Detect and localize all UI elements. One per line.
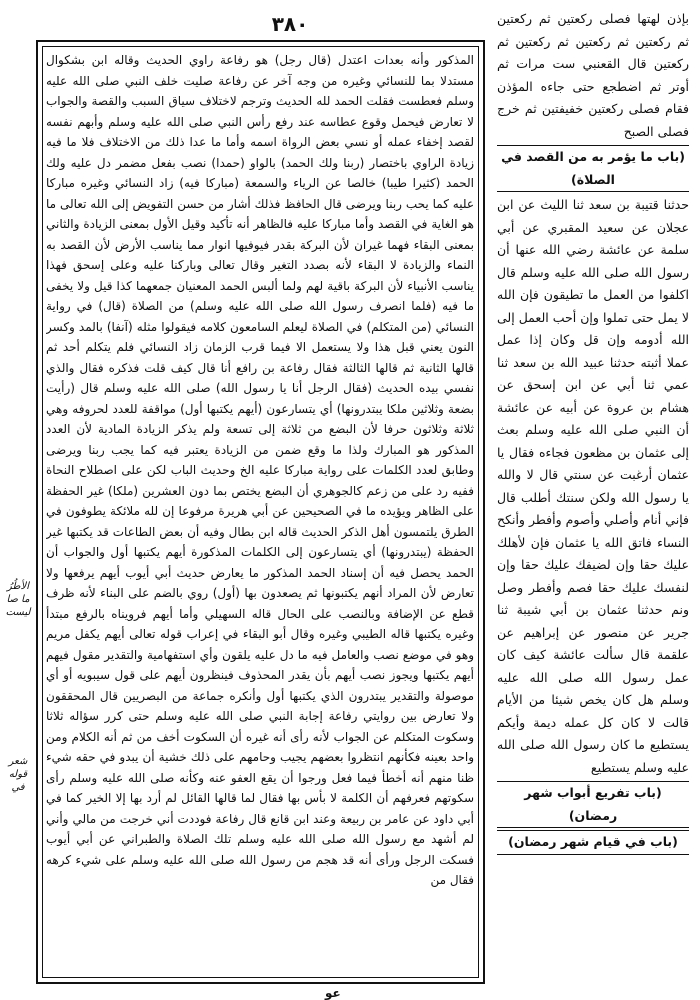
main-text-column (497, 8, 689, 988)
main-paragraph: حدثنا قتيبة بن سعد ثنا الليث عن ابن عجلان عن سعيد المقبري عن أبي سلمة عن عائشة رضي الله عنها أن رسول الله صلى الله عليه وسلم قال اكلفوا من العمل ما تطيقون فإن الله لا يمل حتى تملوا وإن أحب العمل إلى الله أدومه وإن قل وكان إذا عمل عملا أثبته حدثنا عبيد الله بن سعد ثنا عمي ثنا أبي عن ابن إسحق عن هشام بن عروة عن أبيه عن عائشة أن النبي صلى الله عليه وسلم بعث إلى عثمان بن مظعون فجاءه فقال يا عثمان أرغبت عن سنتي قال لا والله يا رسول الله ولكن سنتك أطلب قال فإني أنام وأصلي وأصوم وأفطر وأنكح النساء فاتق الله يا عثمان فإن لأهلك عليك حقا وإن لضيفك عليك حقا وإن لنفسك عليك حقا فصم وأفطر وصل ونم حدثنا عثمان بن أبي شيبة ثنا جرير عن منصور عن إبراهيم عن علقمة قال سألت عائشة كيف كان عمل رسول الله صلى الله عليه وسلم هل كان يخص شيئا من الأيام قالت لا كان كل عمله ديمة وأيكم يستطيع ما كان رسول الله صلى الله عليه وسلم يستطيع (497, 197, 689, 775)
chapter-heading: (باب ما يؤمر به من القصد في الصلاة) (497, 145, 689, 192)
commentary-paragraph: المذكور وأنه بعدات اعتدل (قال رجل) هو رفاعة راوي الحديث وقاله ابن بشكوال مستدلا بما للنسائي وغيره من وجه آخر عن رفاعة صليت خلف النبي صلى الله عليه وسلم فعطست فقلت الحمد لله الحديث وترجم لاختلاف سياق السبب والقصة والجواب لا تعارض فيحمل وقوع عطاسه عند رفع رأس النبي صلى الله عليه وسلم وأبهم نفسه لقصد إخفاء عمله أو نسي بعض الرواة اسمه وأما ما عدا ذلك من الاختلاف فلا ما فيه زيادة الراوي باختصار (ربنا ولك الحمد) بالواو (حمدا) نصب بفعل مضمر دل عليه ولك الحمد (كثيرا طيبا) خالصا عن الرياء والسمعة (مباركا فيه) زاد النسائي وغيره مباركا عليه كما يحب ربنا ويرضى قال الحافظ فذلك أشار من حسن التفويض إلى الله تعالى ما هو الغاية في القصد وأما مباركا عليه فالظاهر أنه تأكيد وقيل الأول بمعنى الزيادة والثاني بمعنى البقاء فهما غيران لأن البركة بقدر فيوفيها انوار مما يناسب الأرض لأن القصد به النماء والزيادة لا البقاء لأنه بصدد التغير وقال تعالى وباركنا عليه وعلى إسحق فهذا يناسب الأنبياء لأن البركة باقية لهم ولما ألبس الحمد المعنيان جمعهما كذا قيل ولا يخفى ما فيه (فلما انصرف رسول الله صلى الله عليه وسلم) من الصلاة (قال) في رواية النسائي (من المتكلم) في الصلاة ليعلم السامعون كلامه فيقولوا مثله (آنفا) بالمد وكسر النون يعني قبل هذا ولا يستعمل الا فيما قرب الزمان زاد النسائي فلم يتكلم أحد ثم قالها الثانية ثم قالها الثالثة فقال رفاعة بن رافع أنا قال كيف قلت فذكره فقال والذي نفسي بيده الحديث (فقال الرجل أنا يا رسول الله) صلى الله عليه وسلم قال (رأيت بضعة وثلاثين ملكا يبتدرونها) أي يتسارعون (أيهم يكتبها أول) مواقفة للعدد لحروفه وهي ثلاثة وثلاثون حرفا لأن البضع من ثلاثة إلى تسعة ولم يذكر الزيادة المادية لأن العدد المذكور هو المبارك ولذا ما وقع ضمن من الزيادة يعتبر فيه كما يجب ربنا ويرضى وطابق لعدد الكلمات على رواية مباركا عليه الخ وحديث الباب لكن على اصطلاح النحاة ففيه رد على من زعم كالجوهري أن البضع يختص بما دون العشرين (ملكا) غير الحفظة على الظاهر ويؤيده ما في الصحيحين عن أبي هريرة مرفوعا إن لله ملائكة يطوفون في الطرق يلتمسون أهل الذكر الحديث قاله ابن بطال وفيه أن بعض الطاعات قد يكتبها غير الحفظة (يبتدرونها) أي يتسارعون إلى الكلمات المذكورة أيهم يكتبها أول والجواب أن الحمد يحصل فيه أن إسناد الحمد المذكور ما يعارض حديث أبي أيوب أيهم يرفعها ولا تعارض لأن المراد أنهم يكتبونها ثم يصعدون بها (أول) روي بالضم على البناء لأنه ظرف قطع عن الإضافة وبالنصب على الحال قاله السهيلي وأما أيهم فرويناه بالرفع مبتدأ وغيره يكتبها قاله الطيبي وغيره وقال أبو البقاء في إعراب قوله تعالى أيهم يكفل مريم وهو في موضع نصب والعامل فيه ما دل عليه يلقون وأي استفهامية والتقدير مقول فيهم أيهم يكتبها ويجوز نصب أيهم بأن يقدر المحذوف فينظرون أيهم على قول سيبويه أو أي موصولة والتقدير يبتدرون الذي يكتبها أول وأنكره جماعة من البصريين قال المحققون ولا تعارض بين روايتي رفاعة إجابة النبي صلى الله عليه وسلم حتى كرر سؤاله ثلاثا وسكوت المتكلم عن الجواب لأنه رأى أنه غيره أن السكوت أخف من ثم أنه الكلام ومن واحد بعينه فكأنهم انتظروا بعضهم يجيب وحامهم على ذلك خشية أن يبدو في حقه شيء ظنا منهم أنه أخطأ فيما فعل ورجوا أن يقع العفو عنه وكأنه صلى الله عليه وسلم رأى سكوتهم فعرفهم أن الكلمة لا بأس بها فقال لما قالها القائل لم أرد بها إلا الخير كما في أبي داود عن عامر بن ربيعة وعند ابن قانع قال رفاعة فوددت أني خرجت من مالي وأني لم أشهد مع رسول الله صلى الله عليه وسلم تلك الصلاة والطبراني عن أبي أيوب فسكت الرجل ورأى أنه قد هجم من رسول الله صلى الله عليه وسلم على شيء كرهه فقال من (46, 53, 474, 887)
page-number: ٣٨٠ (271, 12, 309, 36)
margin-note: شعر قوله في (8, 756, 28, 793)
chapter-heading: (باب تفريع أبواب شهر رمضان) (497, 781, 689, 828)
commentary-block (46, 50, 474, 974)
footer-mark: عو (325, 986, 341, 1000)
chapter-heading: (باب في قيام شهر رمضان) (497, 830, 689, 855)
main-paragraph: بإذن لهتها فصلى ركعتين ثم ركعتين ثم ركعتين ثم ركعتين ثم ركعتين ثم ركعتين قال القعنبي ست مرات ثم أوتر ثم اضطجع حتى جاءه المؤذن فقام فصلى ركعتين خفيفتين ثم خرج فصلى الصبح (497, 11, 689, 139)
margin-note: الأطُرُ ما صا ليست (5, 581, 31, 618)
